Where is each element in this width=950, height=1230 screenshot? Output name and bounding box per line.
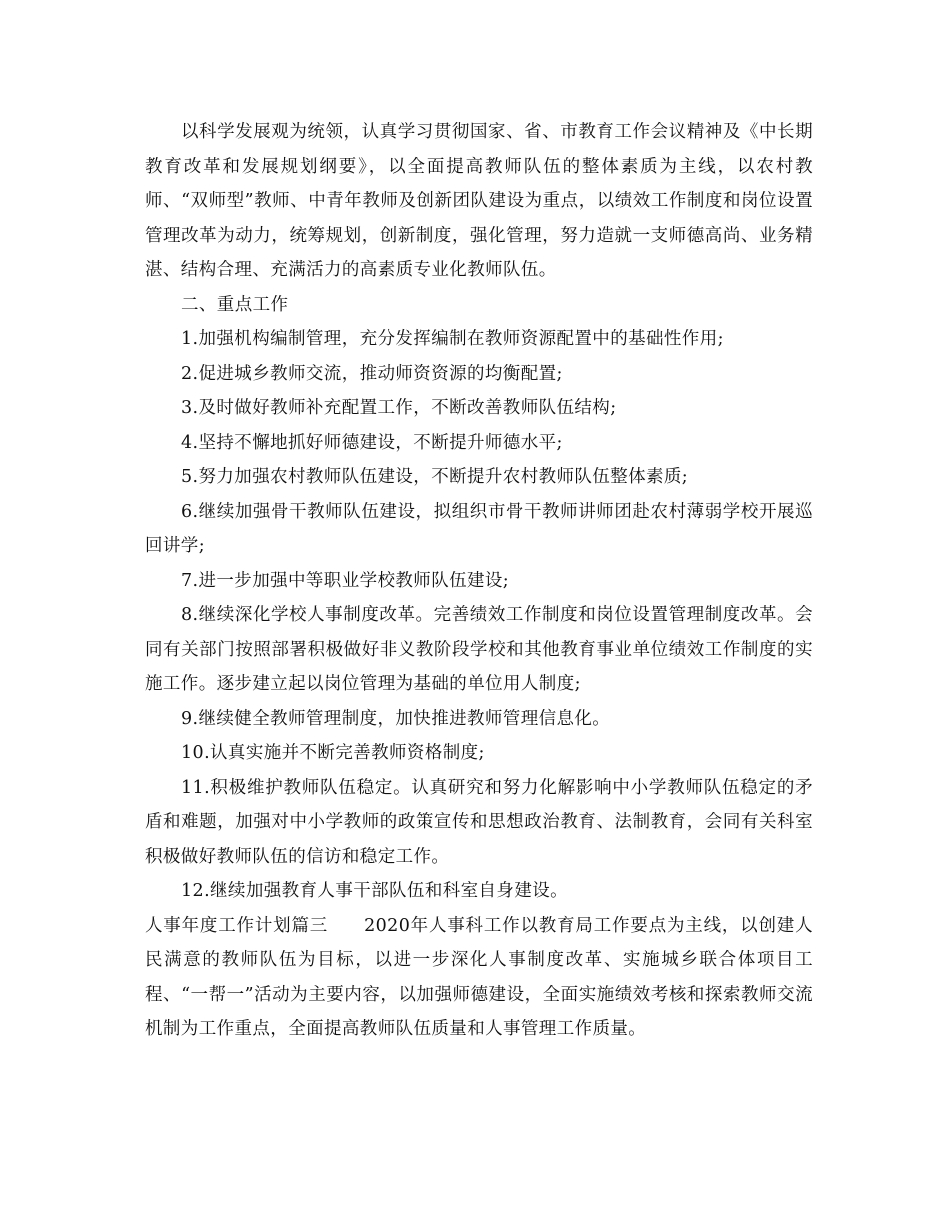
list-item: 6.继续加强骨干教师队伍建设，拟组织市骨干教师讲师团赴农村薄弱学校开展巡回讲学; (145, 501, 813, 556)
list-item: 7.进一步加强中等职业学校教师队伍建设; (181, 570, 510, 591)
document-page (145, 115, 813, 1047)
list-item: 12.继续加强教育人事干部队伍和科室自身建设。 (181, 881, 569, 901)
list-item: 4.坚持不懈地抓好师德建设，不断提升师德水平; (181, 432, 563, 453)
list-item: 1.加强机构编制管理，充分发挥编制在教师资源配置中的基础性作用; (181, 329, 724, 349)
part-three-title: 人事年度工作计划篇三 (145, 915, 329, 936)
part-three-paragraph (145, 909, 813, 1047)
list-item: 8.继续深化学校人事制度改革。完善绩效工作制度和岗位设置管理制度改革。会同有关部门按照部署积极做好非义教阶段学校和其他教育事业单位绩效工作制度的实施工作。逐步建立起以岗位管理为基础的单位用人制度; (145, 605, 813, 694)
section-heading: 二、重点工作 (181, 294, 289, 315)
part-three-body: 2020年人事科工作以教育局工作要点为主线，以创建人民满意的教师队伍为目标，以进一步深化人事制度改革、实施城乡联合体项目工程、“一帮一”活动为主要内容，以加强师德建设，全面实施绩效考核和探索教师交流机制为工作重点，全面提高教师队伍质量和人事管理工作质量。 (145, 915, 814, 1039)
list-item: 5.努力加强农村教师队伍建设，不断提升农村教师队伍整体素质; (181, 467, 689, 487)
list-item: 9.继续健全教师管理制度，加快推进教师管理信息化。 (181, 708, 611, 729)
list-item: 10.认真实施并不断完善教师资格制度; (181, 743, 485, 763)
list-item: 11.积极维护教师队伍稳定。认真研究和努力化解影响中小学教师队伍稳定的矛盾和难题，加强对中小学教师的政策宣传和思想政治教育、法制教育，会同有关科室积极做好教师队伍的信访和稳定工作。 (145, 777, 813, 867)
list-item: 3.及时做好教师补充配置工作，不断改善教师队伍结构; (181, 398, 617, 418)
list-item: 2.促进城乡教师交流，推动师资资源的均衡配置; (181, 363, 563, 384)
intro-paragraph: 以科学发展观为统领，认真学习贯彻国家、省、市教育工作会议精神及《中长期教育改革和发展规划纲要》，以全面提高教师队伍的整体素质为主线，以农村教师、“双师型”教师、中青年教师及创新团队建设为重点，以绩效工作制度和岗位设置管理改革为动力，统筹规划，创新制度，强化管理，努力造就一支师德高尚、业务精湛、结构合理、充满活力的高素质专业化教师队伍。 (145, 122, 813, 280)
